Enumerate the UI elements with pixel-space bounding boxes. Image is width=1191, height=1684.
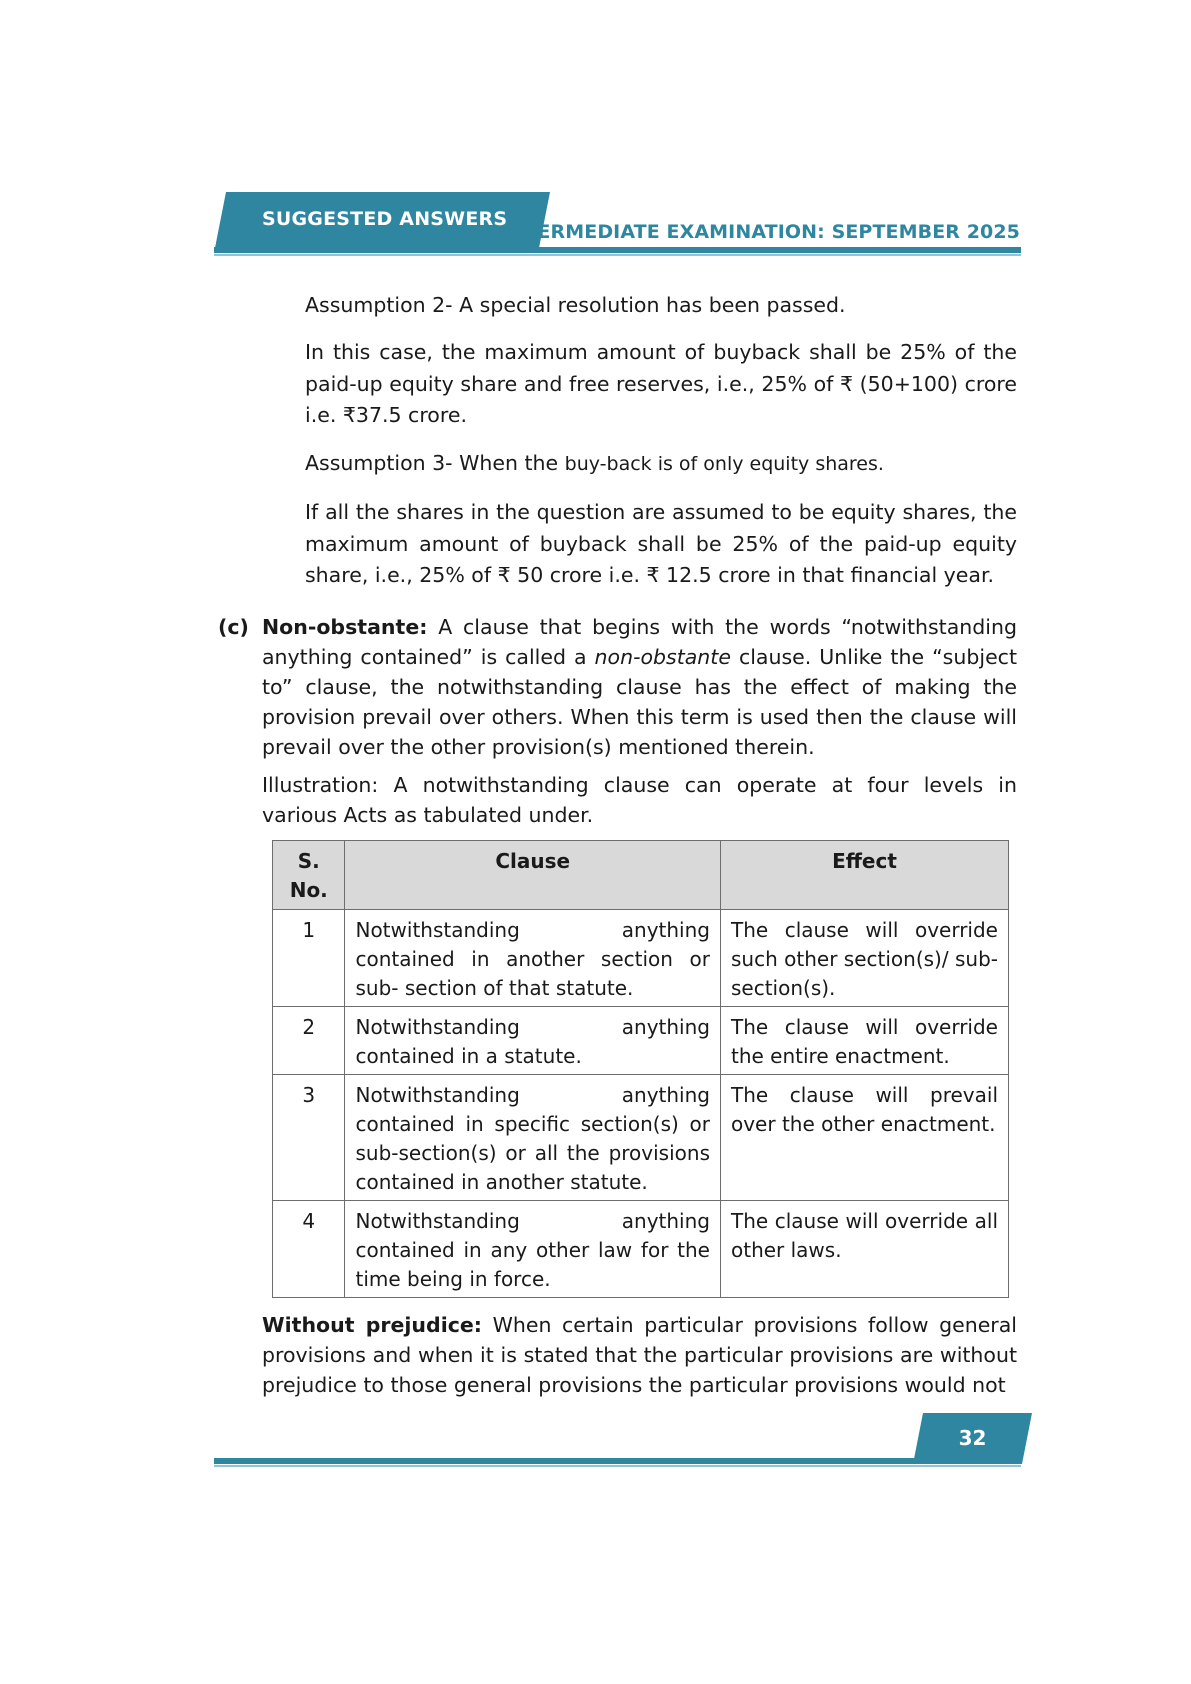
footer-rule-thin	[214, 1465, 1021, 1467]
table-cell-clause: Notwithstanding anything contained in another section or sub- section of that statute.	[345, 910, 721, 1007]
table-row	[273, 910, 1009, 1007]
table-cell-clause: Notwithstanding anything contained in specific section(s) or sub-section(s) or all the provisions contained in another statute.	[345, 1075, 721, 1201]
table-cell-sno: 3	[273, 1075, 345, 1201]
table-cell-effect: The clause will prevail over the other enactment.	[720, 1075, 1008, 1201]
table-row	[273, 1201, 1009, 1298]
table-cell-sno: 2	[273, 1007, 345, 1075]
table-cell-sno: 4	[273, 1201, 345, 1298]
table-header-effect: Effect	[720, 841, 1008, 910]
non-obstante-paragraph	[262, 612, 1017, 762]
header-exam-title: INTERMEDIATE EXAMINATION: SEPTEMBER 2025	[501, 221, 1020, 243]
non-obstante-italic: non-obstante	[594, 645, 731, 669]
header-tab-label: SUGGESTED ANSWERS	[262, 208, 508, 230]
table-header-clause: Clause	[345, 841, 721, 910]
footer-rule	[214, 1458, 1021, 1464]
page-number: 32	[958, 1426, 987, 1450]
without-prejudice-paragraph	[262, 1310, 1017, 1400]
table-cell-clause: Notwithstanding anything contained in any other law for the time being in force.	[345, 1201, 721, 1298]
assumption-3	[305, 448, 1017, 481]
table-cell-clause: Notwithstanding anything contained in a statute.	[345, 1007, 721, 1075]
assumption-3-prefix: Assumption 3- When the	[305, 451, 565, 475]
non-obstante-text-1: A clause that begins with the words “notwithstanding anything contained” is called a	[262, 615, 1017, 669]
non-obstante-term: Non-obstante:	[262, 615, 428, 639]
non-obstante-text-2: clause. Unlike the “subject to” clause, the notwithstanding clause has the effect of making the provision prevail over others. When this term is used then the clause will prevail over the other provision(s) mentioned therein.	[262, 645, 1017, 759]
table-cell-sno: 1	[273, 910, 345, 1007]
without-prejudice-text: When certain particular provisions follow general provisions and when it is stated that the particular provisions are without prejudice to those general provisions the particular provisions would not	[262, 1313, 1017, 1397]
table-header-sno: S. No.	[273, 841, 345, 910]
without-prejudice-term: Without prejudice:	[262, 1313, 482, 1337]
table-row	[273, 1075, 1009, 1201]
table-row	[273, 1007, 1009, 1075]
assumption-2-case: In this case, the maximum amount of buyback shall be 25% of the paid-up equity share and free reserves, i.e., 25% of ₹ (50+100) crore i.e. ₹37.5 crore.	[305, 340, 1017, 427]
assumption-3-suffix: buy-back is of only equity shares.	[564, 453, 884, 475]
section-c-label: (c)	[218, 615, 249, 639]
notwithstanding-table	[272, 840, 1009, 1298]
assumption-2: Assumption 2- A special resolution has been passed.	[305, 293, 846, 317]
table-cell-effect: The clause will override such other section(s)/ sub-section(s).	[720, 910, 1008, 1007]
assumption-3-case: If all the shares in the question are assumed to be equity shares, the maximum amount of buyback shall be 25% of the paid-up equity share, i.e., 25% of ₹ 50 crore i.e. ₹ 12.5 crore in that financial year.	[305, 500, 1017, 587]
illustration-paragraph: Illustration: A notwithstanding clause can operate at four levels in various Acts as tabulated under.	[262, 773, 1017, 827]
table-cell-effect: The clause will override all other laws.	[720, 1201, 1008, 1298]
table-header-row	[273, 841, 1009, 910]
table-cell-effect: The clause will override the entire enactment.	[720, 1007, 1008, 1075]
